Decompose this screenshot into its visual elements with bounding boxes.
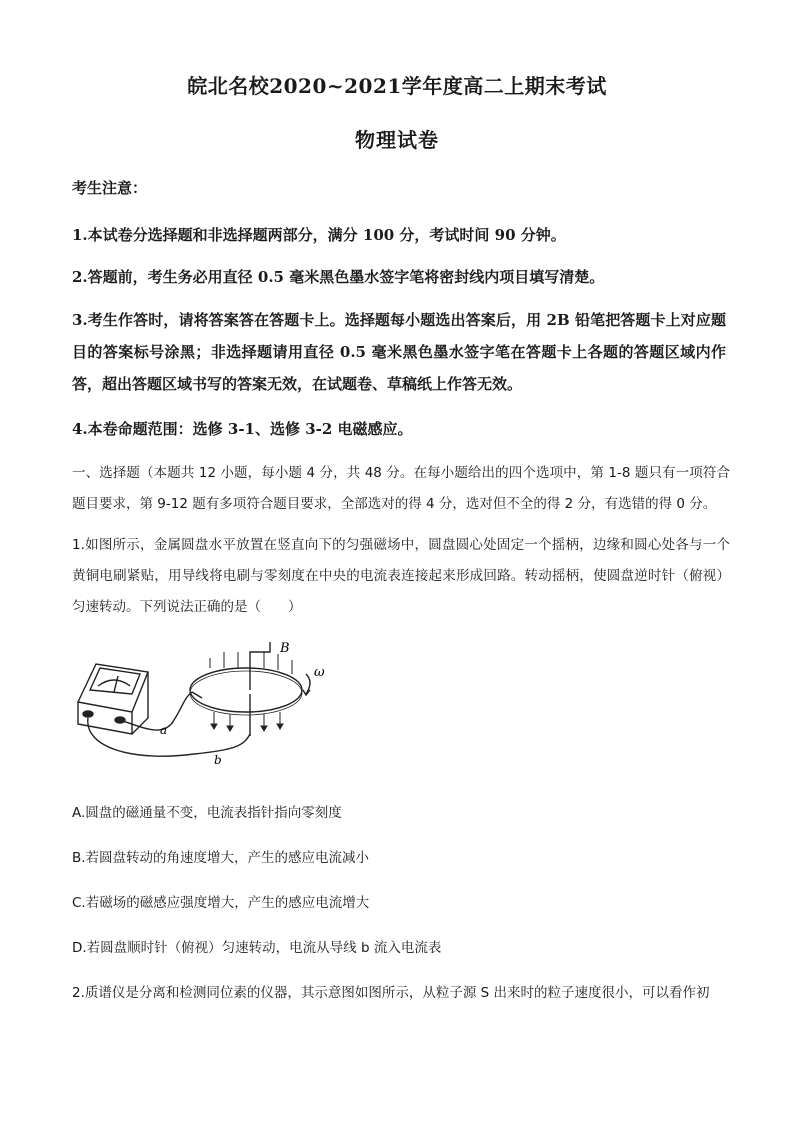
exam-subtitle: 物理试卷 [355,128,439,152]
wire-b [88,718,250,756]
note-3: 3.考生作答时，请将答案答在答题卡上。选择题每小题选出答案后，用 2B 铅笔把答题卡上对应题目的答案标号涂黑；非选择题请用直径 0.5 毫米黑色墨水签字笔在答题卡上各题的答题区域内作答，超出答题区域书写的答案无效，在试题卷、草稿纸上作答无效。 [72,311,726,393]
exam-title: 皖北名校2020~2021学年度高二上期末考试 [187,74,607,98]
note-2: 2.答题前，考生务必用直径 0.5 毫米黑色墨水签字笔将密封线内项目填写清楚。 [72,268,605,286]
notice-heading: 考生注意： [72,179,148,197]
note-2-block [72,262,732,293]
terminal-left [83,711,93,717]
ammeter-scale [98,680,130,686]
label-wire-b: b [214,753,222,767]
note-1-block [72,220,732,251]
option-b: B.若圆盘转动的角速度增大，产生的感应电流减小 [72,850,370,866]
metal-disk [190,668,302,712]
ammeter-needle [114,676,118,692]
wire-a [120,692,192,730]
note-3-block [72,304,726,400]
label-b-field: B [280,641,290,656]
crank-handle [250,642,270,690]
metal-disk-edge [190,671,302,715]
disk-generator-figure [74,638,344,780]
option-d: D.若圆盘顺时针（俯视）匀速转动，电流从导线 b 流入电流表 [72,940,442,956]
note-1: 1.本试卷分选择题和非选择题两部分，满分 100 分，考试时间 90 分钟。 [72,226,566,244]
note-4-block [72,414,732,445]
label-wire-a: a [160,723,168,737]
ammeter-body [78,664,148,712]
option-a: A.圆盘的磁通量不变，电流表指针指向零刻度 [72,805,342,821]
label-omega: ω [314,665,325,680]
question-2-stem: 2.质谱仪是分离和检测同位素的仪器，其示意图如图所示，从粒子源 S 出来时的粒子速度很小，可以看作初 [72,985,710,1001]
option-c: C.若磁场的磁感应强度增大，产生的感应电流增大 [72,895,370,911]
note-4: 4.本卷命题范围：选修 3-1、选修 3-2 电磁感应。 [72,420,413,438]
question-1-stem: 1.如图所示，金属圆盘水平放置在竖直向下的匀强磁场中，圆盘圆心处固定一个摇柄，边缘和圆心处各与一个黄铜电刷紧贴，用导线将电刷与零刻度在中央的电流表连接起来形成回路。转动摇柄，使圆盘逆时针（俯视）匀速转动。下列说法正确的是（ ） [72,537,730,615]
section-intro: 一、选择题（本题共 12 小题，每小题 4 分，共 48 分。在每小题给出的四个选项中，第 1-8 题只有一项符合题目要求，第 9-12 题有多项符合题目要求，全部选对的得 4 分，选对但不全的得 2 分，有选错的得 0 分。 [72,465,730,512]
